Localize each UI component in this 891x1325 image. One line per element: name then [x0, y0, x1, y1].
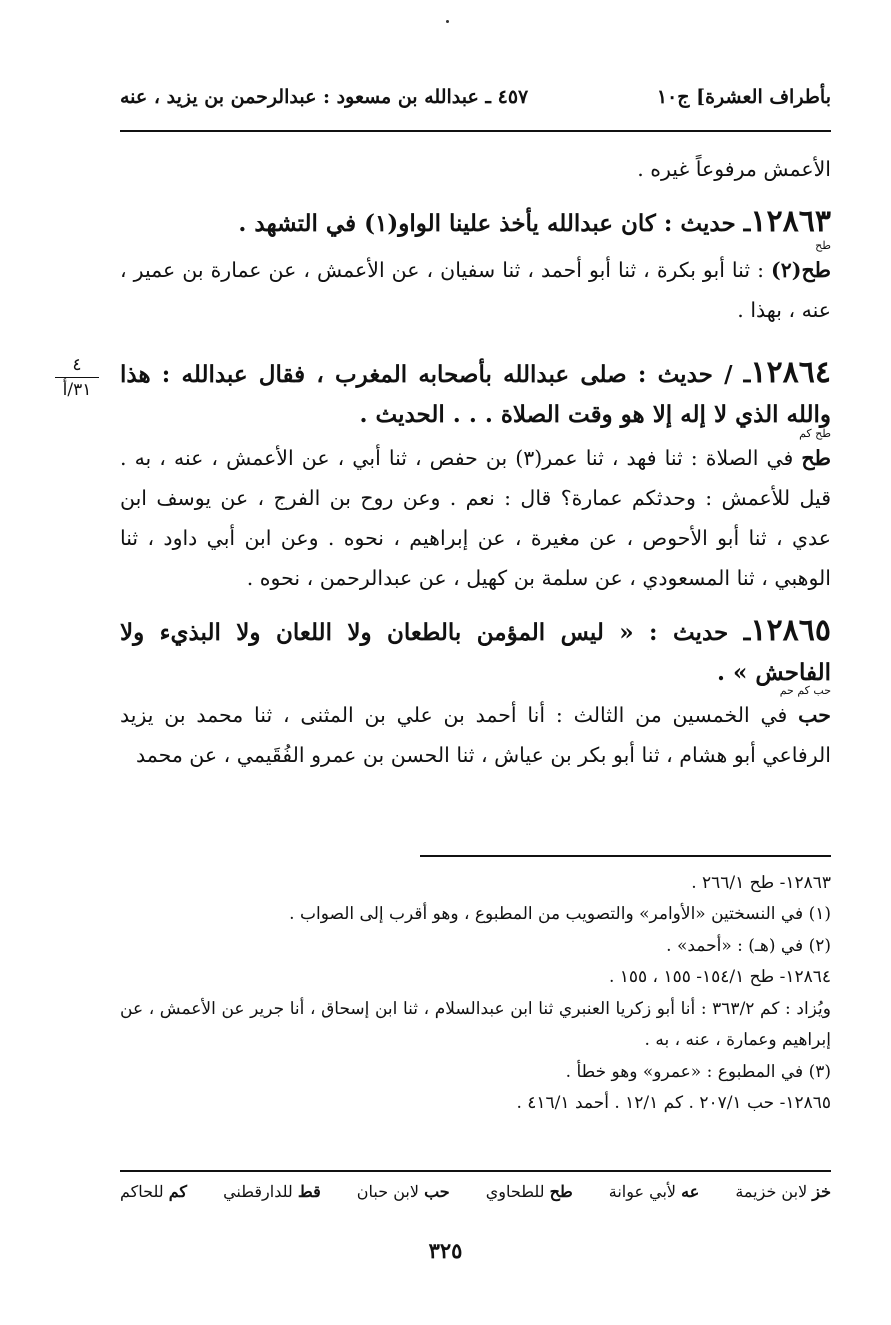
page-speck — [446, 20, 449, 23]
hadith-siglum: حب كم حم — [779, 684, 831, 698]
siglum-entry: حب لابن حبان — [356, 1182, 450, 1201]
source-text: في الصلاة : ثنا فهد ، ثنا عمر(٣) بن حفص ، ثنا أبي ، عن الأعمش ، عنه ، به . قيل للأعمش : وحدثكم عمارة؟ قال : نعم . وعن روح بن الفرج ، عن يوسف ابن عدي ، ثنا أبو الأحوص ، عن مغيرة ، عن إبراهيم ، نحوه . وعن ابن أبي داود ، ثنا الوهبي ، ثنا المسعودي ، عن سلمة بن كهيل ، عن عبدالرحمن ، نحوه . — [120, 445, 831, 590]
main-text — [120, 150, 831, 776]
hadith-siglum: طح كم — [799, 426, 831, 440]
hadith-text: ـ حديث : « ليس المؤمن بالطعان ولا اللعان ولا البذيء ولا الفاحش » . — [120, 618, 831, 686]
hadith-12864-title — [120, 349, 831, 439]
hadith-number: ١٢٨٦٥ — [750, 612, 831, 648]
footnote: ويُزاد : كم ٣٦٣/٢ : أنا أبو زكريا العنبري ثنا ابن عبدالسلام ، ثنا ابن إسحاق ، أنا جرير عن الأعمش ، عن إبراهيم وعمارة ، عنه ، به . — [120, 998, 831, 1051]
footnotes — [120, 868, 831, 1120]
hadith-number: ١٢٨٦٤ — [750, 354, 831, 390]
source-text: : ثنا أبو بكرة ، ثنا أبو أحمد ، ثنا سفيان ، عن الأعمش ، عن عمارة بن عمير ، عنه ، بهذا . — [120, 257, 831, 322]
siglum-entry: كم للحاكم — [120, 1182, 188, 1201]
margin-folio-bar — [55, 377, 99, 378]
source-text: في الخمسين من الثالث : أنا أحمد بن علي بن المثنى ، ثنا محمد بن يزيد الرفاعي أبو هشام ، ثنا أبو بكر بن عياش ، ثنا الحسن بن عمرو الفُقَيمي ، عن محمد — [120, 703, 831, 768]
hadith-text: ـ حديث : كان عبدالله يأخذ علينا الواو(١) في التشهد . — [238, 209, 751, 237]
hadith-siglum: طح — [815, 238, 831, 252]
siglum-entry: عه لأبي عوانة — [608, 1182, 700, 1201]
header-book-title: بأطراف العشرة] ج١٠ — [656, 86, 831, 108]
siglum-entry: قط للدارقطني — [223, 1182, 321, 1201]
hadith-12863-title — [120, 198, 831, 251]
header-chapter-title: ٤٥٧ ـ عبدالله بن مسعود : عبدالرحمن بن يزيد ، عنه — [120, 86, 529, 108]
footnote: (١) في النسختين «الأوامر» والتصويب من المطبوع ، وهو أقرب إلى الصواب . — [289, 904, 831, 925]
siglum-entry: خز لابن خزيمة — [735, 1182, 831, 1201]
footnote: (٣) في المطبوع : «عمرو» وهو خطأ . — [565, 1061, 831, 1082]
margin-folio-note — [55, 355, 99, 401]
source-lead: طح — [801, 445, 831, 470]
source-lead: حب — [798, 703, 831, 728]
source-lead: طح(٢) — [771, 257, 831, 282]
footnote-rule — [420, 855, 831, 857]
footnote: (٢) في (هـ) : «أحمد» . — [666, 935, 831, 956]
hadith-number: ١٢٨٦٣ — [750, 203, 831, 239]
margin-folio-bottom: ٣١/أ — [62, 380, 92, 401]
header-rule — [120, 130, 831, 132]
intro-line: الأعمش مرفوعاً غيره . — [637, 157, 831, 181]
footnote: ١٢٨٦٥- حب ٢٠٧/١ . كم ١٢/١ . أحمد ٤١٦/١ . — [516, 1093, 831, 1114]
siglum-entry: طح للطحاوي — [485, 1182, 573, 1201]
running-header — [120, 80, 831, 114]
hadith-12865-source — [120, 696, 831, 776]
margin-folio-top: ٤ — [72, 355, 82, 375]
hadith-text: ـ / حديث : صلى عبدالله بأصحابه المغرب ، فقال عبدالله : هذا والله الذي لا إله إلا هو وقت الصلاة . . . الحديث . — [120, 360, 831, 428]
hadith-12863-source — [120, 251, 831, 331]
sigla-legend — [120, 1182, 831, 1201]
page-number: ٣٢٥ — [428, 1238, 463, 1263]
footnote: ١٢٨٦٣- طح ٢٦٦/١ . — [691, 873, 831, 893]
footnote: ١٢٨٦٤- طح ١٥٤/١- ١٥٥ ، ١٥٥ . — [608, 967, 831, 988]
sigla-rule — [120, 1170, 831, 1172]
hadith-12865-title — [120, 607, 831, 697]
hadith-12864-source — [120, 439, 831, 599]
